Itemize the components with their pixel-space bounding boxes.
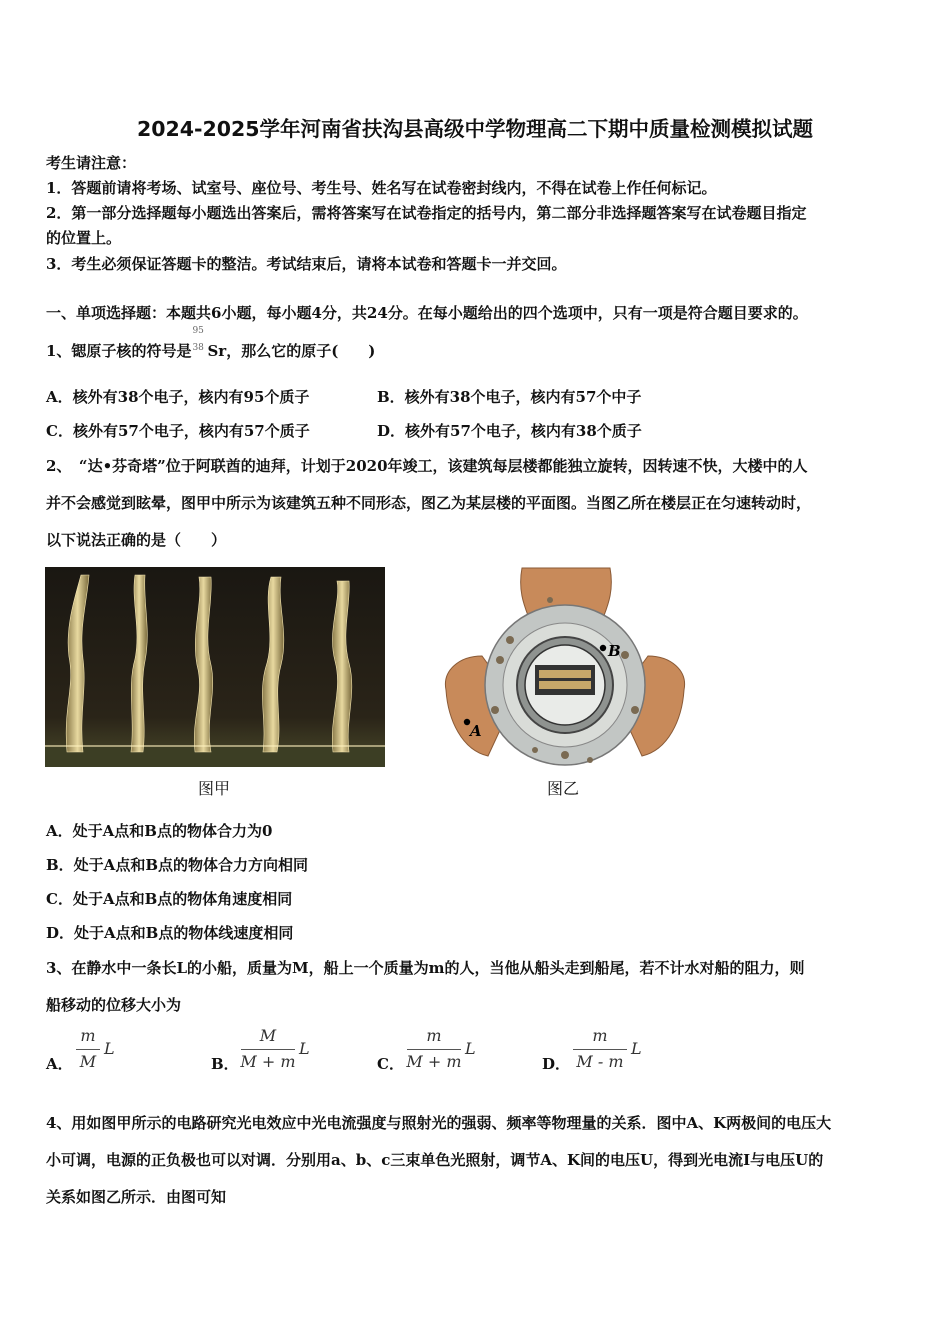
q3-c-tail: L bbox=[465, 1039, 476, 1058]
q2-option-d[interactable]: D．处于A点和B点的物体线速度相同 bbox=[46, 924, 294, 942]
q3-a-numerator: m bbox=[80, 1026, 96, 1045]
q1-mass-number: 95 bbox=[192, 326, 204, 336]
q3-option-b-label[interactable]: B． bbox=[211, 1055, 239, 1073]
q1-symbol: Sr bbox=[207, 342, 227, 360]
notice-heading: 考生请注意： bbox=[46, 154, 137, 172]
q3-stem-line-2: 船移动的位移大小为 bbox=[46, 996, 182, 1014]
figure-floor-plan bbox=[440, 560, 690, 778]
page-title: 2024-2025学年河南省扶沟县高级中学物理高二下期中质量检测模拟试题 bbox=[136, 117, 814, 141]
q2-stem-line-1: 2、 “达•芬奇塔”位于阿联酋的迪拜，计划于2020年竣工，该建筑每层楼都能独立旋转，因转速不快，大楼中的人 bbox=[46, 457, 808, 475]
q1-option-b[interactable]: B．核外有38个电子，核内有57个中子 bbox=[377, 388, 642, 406]
point-a-label: A bbox=[470, 722, 482, 740]
q1-stem bbox=[46, 326, 376, 361]
q2-option-a[interactable]: A．处于A点和B点的物体合力为0 bbox=[46, 822, 273, 840]
q4-stem-line-3: 关系如图乙所示．由图可知 bbox=[46, 1188, 227, 1206]
q3-d-denominator: M - m bbox=[576, 1052, 624, 1071]
q3-option-d-fraction[interactable] bbox=[571, 1026, 651, 1076]
q1-option-c[interactable]: C．核外有57个电子，核内有57个质子 bbox=[46, 422, 310, 440]
q3-c-denominator: M + m bbox=[406, 1052, 462, 1071]
q2-stem-line-3: 以下说法正确的是（ ） bbox=[46, 531, 227, 549]
q3-a-denominator: M bbox=[79, 1052, 97, 1071]
q2-stem-line-2: 并不会感觉到眩晕，图甲中所示为该建筑五种不同形态，图乙为某层楼的平面图。当图乙所在楼层正在匀速转动时， bbox=[46, 494, 812, 512]
q4-stem-line-2: 小可调，电源的正负极也可以对调．分别用a、b、c三束单色光照射，调节A、K间的电压U，得到光电流I与电压U的 bbox=[46, 1151, 824, 1169]
q2-option-c[interactable]: C．处于A点和B点的物体角速度相同 bbox=[46, 890, 293, 908]
notice-item-1: 1．答题前请将考场、试室号、座位号、考生号、姓名写在试卷密封线内，不得在试卷上作任何标记。 bbox=[46, 179, 717, 197]
q3-a-tail: L bbox=[104, 1039, 115, 1058]
point-b-label: B bbox=[608, 642, 621, 660]
q1-atomic-number: 38 bbox=[192, 343, 204, 353]
q1-suffix: ，那么它的原子( ) bbox=[226, 342, 376, 360]
q4-stem-line-1: 4、用如图甲所示的电路研究光电效应中光电流强度与照射光的强弱、频率等物理量的关系．图中A、K两极间的电压大 bbox=[46, 1114, 832, 1132]
q3-option-b-fraction[interactable] bbox=[239, 1026, 319, 1076]
section-heading: 一、单项选择题：本题共6小题，每小题4分，共24分。在每小题给出的四个选项中，只有一项是符合题目要求的。 bbox=[46, 304, 808, 322]
q3-option-d-label[interactable]: D． bbox=[542, 1055, 571, 1073]
notice-item-2-cont: 的位置上。 bbox=[46, 229, 122, 247]
q3-b-numerator: M bbox=[259, 1026, 277, 1045]
q3-stem-line-1: 3、在静水中一条长L的小船，质量为M，船上一个质量为m的人，当他从船头走到船尾，若不计水对船的阻力，则 bbox=[46, 959, 805, 977]
q3-option-c-label[interactable]: C． bbox=[377, 1055, 404, 1073]
figure-right-caption: 图乙 bbox=[547, 779, 580, 798]
figure-left-caption: 图甲 bbox=[198, 779, 231, 798]
q3-d-tail: L bbox=[631, 1039, 642, 1058]
q3-d-numerator: m bbox=[592, 1026, 608, 1045]
q3-b-tail: L bbox=[299, 1039, 310, 1058]
q3-b-denominator: M + m bbox=[240, 1052, 296, 1071]
notice-item-2: 2．第一部分选择题每小题选出答案后，需将答案写在试卷指定的括号内，第二部分非选择题答案写在试卷题目指定 bbox=[46, 204, 807, 222]
q2-option-b[interactable]: B．处于A点和B点的物体合力方向相同 bbox=[46, 856, 308, 874]
q3-option-a-fraction[interactable] bbox=[74, 1026, 124, 1076]
q3-c-numerator: m bbox=[426, 1026, 442, 1045]
q3-option-a-label[interactable]: A． bbox=[46, 1055, 73, 1073]
figure-towers-image bbox=[45, 567, 385, 767]
q1-prefix: 1、锶原子核的符号是 bbox=[46, 342, 192, 360]
q3-option-c-fraction[interactable] bbox=[405, 1026, 485, 1076]
q1-option-a[interactable]: A．核外有38个电子，核内有95个质子 bbox=[46, 388, 310, 406]
notice-item-3: 3．考生必须保证答题卡的整洁。考试结束后，请将本试卷和答题卡一并交回。 bbox=[46, 255, 567, 273]
q1-option-d[interactable]: D．核外有57个电子，核内有38个质子 bbox=[377, 422, 642, 440]
